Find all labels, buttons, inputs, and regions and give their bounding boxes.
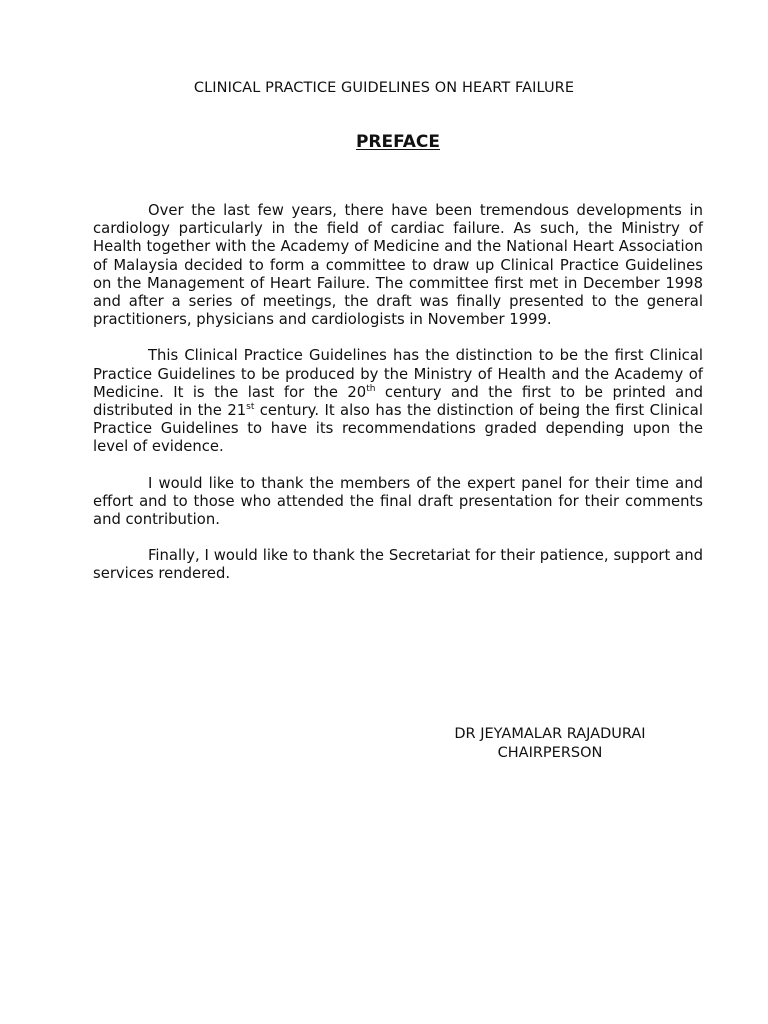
document-title: CLINICAL PRACTICE GUIDELINES ON HEART FAILURE — [193, 80, 575, 96]
superscript-st: st — [246, 402, 255, 413]
superscript-th: th — [366, 383, 376, 394]
paragraph-distinction-text-1: This Clinical Practice Guidelines has the distinction to be the first Clinical Practice Guidelines to be produced by the Ministry of Health and the Academy of Medicine. It is the last for the 20 — [93, 347, 703, 401]
paragraph-distinction-text-3: century. It also has the distinction of being the first Clinical Practice Guidelines to have its recommendations graded depending upon the level of evidence. — [93, 402, 703, 456]
paragraph-distinction-text-2: century and the first to be printed and distributed in the 21 — [93, 383, 703, 420]
paragraph-thanks-secretariat: Finally, I would like to thank the Secretariat for their patience, support and services rendered. — [93, 547, 703, 583]
signatory-name: DR JEYAMALAR RAJADURAI — [454, 726, 646, 742]
signature-block — [400, 725, 700, 762]
paragraph-distinction — [93, 347, 703, 456]
paragraph-developments: Over the last few years, there have been tremendous developments in cardiology particularly in the field of cardiac failure. As such, the Ministry of Health together with the Academy of Medicine and the National Heart Association of Malaysia decided to form a committee to draw up Clinical Practice Guidelines on the Management of Heart Failure. The committee first met in December 1998 and after a series of meetings, the draft was finally presented to the general practitioners, physicians and cardiologists in November 1999. — [93, 202, 703, 329]
paragraph-thanks-panel: I would like to thank the members of the expert panel for their time and effort and to those who attended the final draft presentation for their comments and contribution. — [93, 474, 703, 529]
signatory-role: CHAIRPERSON — [497, 744, 603, 761]
preface-body — [93, 202, 703, 584]
preface-heading: PREFACE — [355, 132, 441, 152]
